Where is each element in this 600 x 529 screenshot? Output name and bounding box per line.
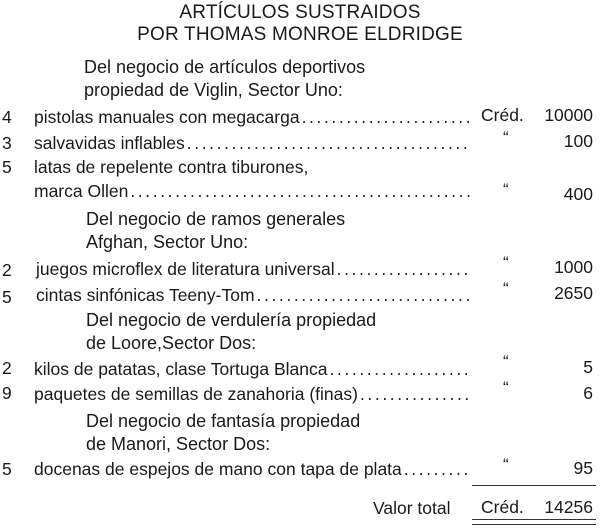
ditto-mark: “: [503, 455, 509, 474]
item-quantity: 5: [2, 157, 12, 177]
ditto-mark: “: [503, 253, 509, 272]
item-amount: 10000: [544, 105, 593, 125]
ditto-mark: “: [503, 180, 509, 199]
section-header-line: Del negocio de fantasía propiedad: [86, 411, 361, 431]
section-header-line: de Manori, Sector Dos:: [86, 434, 271, 454]
item-quantity: 5: [2, 459, 12, 479]
leader-dots: [302, 107, 472, 128]
leader-dots: [257, 285, 472, 306]
item-amount: 5: [583, 357, 593, 377]
item-quantity: 2: [2, 260, 12, 280]
item-description-text: pistolas manuales con megacarga: [34, 107, 300, 127]
item-amount: 6: [583, 383, 593, 403]
section-header-line: propiedad de Viglin, Sector Uno:: [84, 80, 343, 100]
item-description: [34, 107, 472, 128]
item-description: [34, 181, 472, 202]
item-amount: 1000: [554, 257, 593, 277]
section-header-line: Del negocio de ramos generales: [86, 209, 346, 229]
item-quantity: 5: [2, 287, 12, 307]
section-header-line: Afghan, Sector Uno:: [86, 232, 249, 252]
item-description: [36, 259, 472, 280]
total-double-rule-top: [472, 519, 596, 520]
item-description-text: kilos de patatas, clase Tortuga Blanca: [34, 359, 328, 379]
item-description-text: latas de repelente contra tiburones,: [34, 157, 309, 177]
total-rule: [472, 485, 596, 486]
item-description-text: juegos microflex de literatura universal: [36, 259, 335, 279]
ditto-mark: “: [503, 279, 509, 298]
item-description: [34, 359, 472, 380]
ditto-mark: “: [503, 128, 509, 147]
item-quantity: 9: [2, 383, 12, 403]
leader-dots: [187, 133, 472, 154]
item-description: [34, 133, 472, 154]
section-header-line: Del negocio de verdulería propiedad: [86, 310, 377, 330]
document-title-line-2: POR THOMAS MONROE ELDRIDGE: [137, 24, 463, 45]
total-amount: 14256: [544, 497, 593, 517]
ditto-mark: “: [503, 352, 509, 371]
item-description-text: marca Ollen: [34, 181, 129, 201]
leader-dots: [404, 459, 472, 480]
leader-dots: [337, 259, 472, 280]
item-description-text: salvavidas inflables: [34, 133, 185, 153]
total-label: Valor total: [373, 498, 451, 518]
item-description-text: cintas sinfónicas Teeny-Tom: [36, 285, 255, 305]
section-header-line: Del negocio de artículos deportivos: [84, 57, 366, 77]
item-quantity: 4: [2, 107, 12, 127]
item-quantity: 2: [2, 358, 12, 378]
item-description-text: paquetes de semillas de zanahoria (finas): [34, 384, 358, 404]
item-amount: 400: [563, 184, 593, 204]
item-amount: 95: [573, 458, 593, 478]
currency-label: Créd.: [481, 105, 524, 125]
item-description: [34, 459, 472, 480]
item-description-text: docenas de espejos de mano con tapa de plata: [34, 459, 402, 479]
leader-dots: [130, 181, 472, 202]
ditto-mark: “: [503, 378, 509, 397]
item-amount: 2650: [554, 283, 593, 303]
document-title-line-1: ARTÍCULOS SUSTRAIDOS: [179, 2, 421, 23]
item-quantity: 3: [2, 133, 12, 153]
total-double-rule-bottom: [472, 524, 596, 525]
leader-dots: [360, 384, 472, 405]
item-description: [36, 285, 472, 306]
total-currency: Créd.: [481, 497, 524, 517]
item-description: [34, 384, 472, 405]
leader-dots: [329, 359, 472, 380]
item-amount: 100: [563, 131, 593, 151]
section-header-line: de Loore,Sector Dos:: [86, 333, 257, 353]
